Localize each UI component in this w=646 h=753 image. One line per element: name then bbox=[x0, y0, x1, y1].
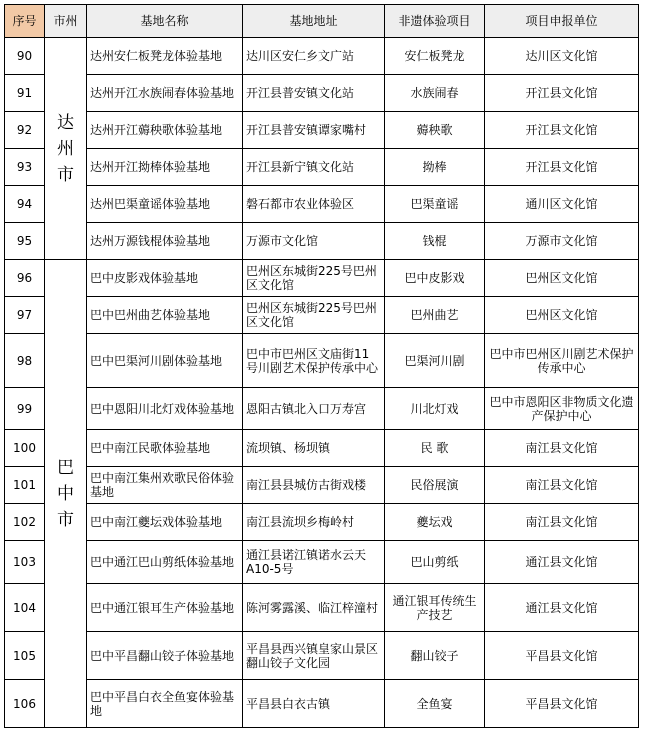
row-name: 巴中通江巴山剪纸体验基地 bbox=[87, 541, 243, 584]
row-unit: 平昌县文化馆 bbox=[485, 632, 639, 680]
row-address: 开江县普安镇谭家嘴村 bbox=[243, 112, 385, 149]
city-char: 市 bbox=[57, 509, 74, 530]
table-row bbox=[5, 388, 639, 430]
row-name: 达州开江拗棒体验基地 bbox=[87, 149, 243, 186]
row-address: 平昌县西兴镇皇家山景区翻山铰子文化园 bbox=[243, 632, 385, 680]
row-name: 巴中巴州曲艺体验基地 bbox=[87, 297, 243, 334]
row-seq: 92 bbox=[5, 112, 45, 149]
row-unit: 南江县文化馆 bbox=[485, 430, 639, 467]
table-row bbox=[5, 584, 639, 632]
row-name: 巴中巴渠河川剧体验基地 bbox=[87, 334, 243, 388]
table-row bbox=[5, 504, 639, 541]
row-name: 巴中南江民歌体验基地 bbox=[87, 430, 243, 467]
row-unit: 达川区文化馆 bbox=[485, 38, 639, 75]
header-seq: 序号 bbox=[5, 5, 45, 38]
row-name: 达州万源钱棍体验基地 bbox=[87, 223, 243, 260]
row-address: 陈河雾露溪、临江梓潼村 bbox=[243, 584, 385, 632]
city-char: 巴 bbox=[57, 457, 74, 478]
row-address: 开江县新宁镇文化站 bbox=[243, 149, 385, 186]
row-item: 拗棒 bbox=[385, 149, 485, 186]
row-name: 巴中南江夔坛戏体验基地 bbox=[87, 504, 243, 541]
row-address: 南江县县城仿古街戏楼 bbox=[243, 467, 385, 504]
table-row bbox=[5, 297, 639, 334]
city-cell-dazhou bbox=[45, 38, 87, 260]
city-char: 中 bbox=[57, 483, 74, 504]
row-address: 巴州区东城街225号巴州区文化馆 bbox=[243, 297, 385, 334]
row-seq: 96 bbox=[5, 260, 45, 297]
table-row bbox=[5, 334, 639, 388]
row-seq: 98 bbox=[5, 334, 45, 388]
row-address: 万源市文化馆 bbox=[243, 223, 385, 260]
row-unit: 巴中市恩阳区非物质文化遗产保护中心 bbox=[485, 388, 639, 430]
row-address: 通江县诺江镇诺水云天A10-5号 bbox=[243, 541, 385, 584]
header-name: 基地名称 bbox=[87, 5, 243, 38]
row-item: 川北灯戏 bbox=[385, 388, 485, 430]
row-address: 平昌县白衣古镇 bbox=[243, 680, 385, 728]
row-name: 巴中平昌白衣全鱼宴体验基地 bbox=[87, 680, 243, 728]
row-unit: 南江县文化馆 bbox=[485, 504, 639, 541]
row-address: 达川区安仁乡文广站 bbox=[243, 38, 385, 75]
row-name: 巴中通江银耳生产体验基地 bbox=[87, 584, 243, 632]
row-item: 薅秧歌 bbox=[385, 112, 485, 149]
row-unit: 通川区文化馆 bbox=[485, 186, 639, 223]
row-seq: 94 bbox=[5, 186, 45, 223]
row-item: 夔坛戏 bbox=[385, 504, 485, 541]
row-item: 翻山铰子 bbox=[385, 632, 485, 680]
heritage-base-table bbox=[4, 4, 639, 728]
city-char: 州 bbox=[57, 138, 74, 159]
row-seq: 103 bbox=[5, 541, 45, 584]
row-unit: 南江县文化馆 bbox=[485, 467, 639, 504]
city-char: 市 bbox=[57, 164, 74, 185]
table-row bbox=[5, 680, 639, 728]
row-item: 通江银耳传统生产技艺 bbox=[385, 584, 485, 632]
row-unit: 开江县文化馆 bbox=[485, 149, 639, 186]
row-address: 南江县流坝乡梅岭村 bbox=[243, 504, 385, 541]
header-unit: 项目申报单位 bbox=[485, 5, 639, 38]
row-unit: 通江县文化馆 bbox=[485, 584, 639, 632]
row-name: 巴中平昌翻山铰子体验基地 bbox=[87, 632, 243, 680]
table-row bbox=[5, 112, 639, 149]
table-row bbox=[5, 186, 639, 223]
row-item: 安仁板凳龙 bbox=[385, 38, 485, 75]
row-name: 达州巴渠童谣体验基地 bbox=[87, 186, 243, 223]
header-address: 基地地址 bbox=[243, 5, 385, 38]
row-item: 巴渠河川剧 bbox=[385, 334, 485, 388]
table-row bbox=[5, 430, 639, 467]
table-row bbox=[5, 149, 639, 186]
row-seq: 106 bbox=[5, 680, 45, 728]
row-seq: 99 bbox=[5, 388, 45, 430]
row-seq: 100 bbox=[5, 430, 45, 467]
city-char: 达 bbox=[57, 112, 74, 133]
header-city: 市州 bbox=[45, 5, 87, 38]
table-row bbox=[5, 632, 639, 680]
row-seq: 91 bbox=[5, 75, 45, 112]
header-item: 非遗体验项目 bbox=[385, 5, 485, 38]
table-row bbox=[5, 467, 639, 504]
row-name: 达州安仁板凳龙体验基地 bbox=[87, 38, 243, 75]
row-unit: 开江县文化馆 bbox=[485, 112, 639, 149]
row-seq: 97 bbox=[5, 297, 45, 334]
row-unit: 巴州区文化馆 bbox=[485, 260, 639, 297]
row-seq: 101 bbox=[5, 467, 45, 504]
row-seq: 104 bbox=[5, 584, 45, 632]
row-item: 水族闹春 bbox=[385, 75, 485, 112]
row-item: 巴中皮影戏 bbox=[385, 260, 485, 297]
row-seq: 93 bbox=[5, 149, 45, 186]
row-unit: 巴中市巴州区川剧艺术保护传承中心 bbox=[485, 334, 639, 388]
row-item: 巴渠童谣 bbox=[385, 186, 485, 223]
row-unit: 通江县文化馆 bbox=[485, 541, 639, 584]
row-address: 恩阳古镇北入口万寿宫 bbox=[243, 388, 385, 430]
city-cell-bazhong bbox=[45, 260, 87, 728]
row-name: 巴中皮影戏体验基地 bbox=[87, 260, 243, 297]
row-address: 流坝镇、杨坝镇 bbox=[243, 430, 385, 467]
row-name: 达州开江薅秧歌体验基地 bbox=[87, 112, 243, 149]
row-address: 磐石都市农业体验区 bbox=[243, 186, 385, 223]
row-unit: 万源市文化馆 bbox=[485, 223, 639, 260]
table-row bbox=[5, 541, 639, 584]
row-item: 钱棍 bbox=[385, 223, 485, 260]
row-address: 开江县普安镇文化站 bbox=[243, 75, 385, 112]
row-address: 巴州区东城街225号巴州区文化馆 bbox=[243, 260, 385, 297]
table-header-row bbox=[5, 5, 639, 38]
row-unit: 巴州区文化馆 bbox=[485, 297, 639, 334]
row-item: 全鱼宴 bbox=[385, 680, 485, 728]
row-unit: 开江县文化馆 bbox=[485, 75, 639, 112]
table-row bbox=[5, 223, 639, 260]
row-address: 巴中市巴州区文庙街11号川剧艺术保护传承中心 bbox=[243, 334, 385, 388]
row-unit: 平昌县文化馆 bbox=[485, 680, 639, 728]
row-item: 巴州曲艺 bbox=[385, 297, 485, 334]
row-name: 巴中恩阳川北灯戏体验基地 bbox=[87, 388, 243, 430]
row-seq: 102 bbox=[5, 504, 45, 541]
row-item: 民 歌 bbox=[385, 430, 485, 467]
table-row bbox=[5, 260, 639, 297]
table-row bbox=[5, 38, 639, 75]
row-name: 巴中南江集州欢歌民俗体验基地 bbox=[87, 467, 243, 504]
row-item: 巴山剪纸 bbox=[385, 541, 485, 584]
row-seq: 105 bbox=[5, 632, 45, 680]
table-row bbox=[5, 75, 639, 112]
row-seq: 90 bbox=[5, 38, 45, 75]
row-seq: 95 bbox=[5, 223, 45, 260]
row-name: 达州开江水族闹春体验基地 bbox=[87, 75, 243, 112]
row-item: 民俗展演 bbox=[385, 467, 485, 504]
